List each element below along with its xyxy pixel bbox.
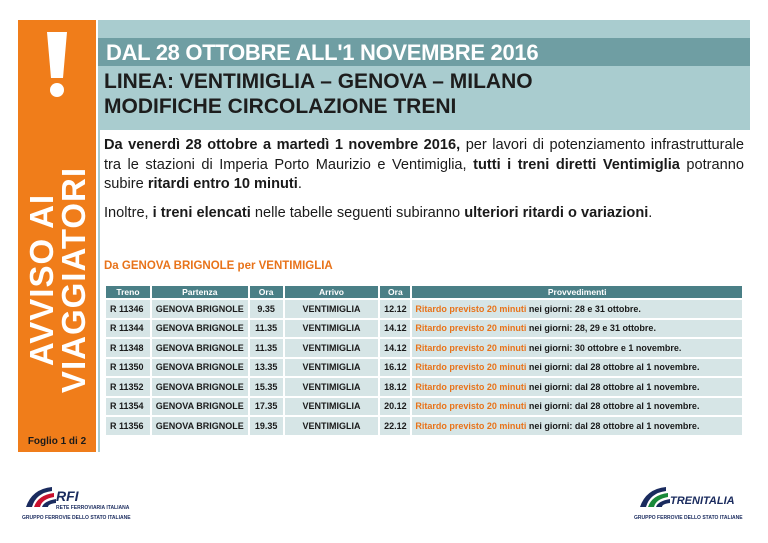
rfi-logo (22, 485, 162, 525)
table-row (105, 416, 743, 436)
table-header-row (105, 285, 743, 299)
cell-departure-time: 15.35 (249, 377, 284, 397)
intro-text-3: . (297, 176, 302, 192)
cell-train: R 11344 (105, 319, 151, 339)
col-header-arrival-time: Ora (379, 285, 411, 299)
additional-text-2: nelle tabelle seguenti subiranno (250, 205, 465, 221)
delay-label: Ritardo previsto 20 minuti (415, 401, 527, 412)
section-direction-label: Da GENOVA BRIGNOLE per VENTIMIGLIA (104, 260, 333, 272)
col-header-measures: Provvedimenti (411, 285, 743, 299)
cell-departure: GENOVA BRIGNOLE (151, 377, 249, 397)
intro-text-2: potranno subire (104, 156, 744, 192)
delay-days: nei giorni: 28, 29 e 31 ottobre. (528, 323, 656, 334)
trenitalia-name: TRENITALIA (670, 495, 735, 507)
cell-measures (411, 358, 743, 378)
delay-label: Ritardo previsto 20 minuti (415, 342, 527, 353)
cell-departure: GENOVA BRIGNOLE (151, 319, 249, 339)
vertical-title-line2: VIAGGIATORI (55, 166, 93, 394)
table-row (105, 299, 743, 319)
delay-days: nei giorni: 30 ottobre e 1 novembre. (528, 342, 682, 353)
cell-arrival-time: 14.12 (379, 338, 411, 358)
cell-train: R 11346 (105, 299, 151, 319)
cell-departure-time: 13.35 (249, 358, 284, 378)
cell-measures (411, 319, 743, 339)
cell-measures (411, 416, 743, 436)
delay-days: nei giorni: dal 28 ottobre al 1 novembre. (528, 362, 700, 373)
cell-train: R 11348 (105, 338, 151, 358)
cell-departure-time: 17.35 (249, 397, 284, 417)
cell-arrival-time: 22.12 (379, 416, 411, 436)
cell-arrival-time: 12.12 (379, 299, 411, 319)
delay-days: nei giorni: 28 e 31 ottobre. (528, 303, 641, 314)
cell-train: R 11356 (105, 416, 151, 436)
col-header-departure: Partenza (151, 285, 249, 299)
intro-affected-trains: tutti i treni diretti Ventimiglia (473, 156, 680, 173)
subtitle-heading: MODIFICHE CIRCOLAZIONE TRENI (104, 95, 457, 118)
additional-text-3: . (648, 205, 653, 221)
vertical-notice-title (23, 120, 93, 440)
cell-departure-time: 11.35 (249, 319, 284, 339)
cell-arrival-time: 14.12 (379, 319, 411, 339)
rfi-subtitle: RETE FERROVIARIA ITALIANA (56, 505, 130, 511)
page-indicator: Foglio 1 di 2 (18, 430, 96, 452)
intro-text-1: per lavori di potenziamento infrastrutturale tra le stazioni di Imperia Porto Maurizio e Ventimiglia, (104, 137, 744, 173)
fs-rail-mark-icon (636, 485, 672, 511)
cell-departure: GENOVA BRIGNOLE (151, 299, 249, 319)
table-row (105, 319, 743, 339)
cell-departure-time: 11.35 (249, 338, 284, 358)
delay-label: Ritardo previsto 20 minuti (415, 420, 527, 431)
intro-delay: ritardi entro 10 minuti (147, 176, 298, 192)
line-heading: LINEA: VENTIMIGLIA – GENOVA – MILANO (104, 70, 533, 93)
rfi-name: RFI (56, 488, 79, 504)
fs-rail-mark-icon (22, 485, 58, 511)
intro-dates: Da venerdì 28 ottobre a martedì 1 novembre 2016, (104, 137, 461, 153)
additional-text-1: Inoltre, (104, 205, 153, 221)
delay-label: Ritardo previsto 20 minuti (415, 381, 527, 392)
rfi-group: GRUPPO FERROVIE DELLO STATO ITALIANE (22, 515, 131, 521)
cell-arrival: VENTIMIGLIA (284, 319, 380, 339)
col-header-train: Treno (105, 285, 151, 299)
col-header-departure-time: Ora (249, 285, 284, 299)
table-row (105, 358, 743, 378)
cell-departure: GENOVA BRIGNOLE (151, 338, 249, 358)
cell-arrival-time: 18.12 (379, 377, 411, 397)
table-row (105, 397, 743, 417)
col-header-arrival: Arrivo (284, 285, 380, 299)
cell-arrival-time: 16.12 (379, 358, 411, 378)
cell-departure: GENOVA BRIGNOLE (151, 416, 249, 436)
cell-departure: GENOVA BRIGNOLE (151, 397, 249, 417)
table-row (105, 338, 743, 358)
cell-arrival: VENTIMIGLIA (284, 397, 380, 417)
additional-delays: ulteriori ritardi o variazioni (464, 205, 649, 221)
cell-measures (411, 397, 743, 417)
delay-days: nei giorni: dal 28 ottobre al 1 novembre. (528, 381, 700, 392)
cell-arrival: VENTIMIGLIA (284, 299, 380, 319)
cell-arrival-time: 20.12 (379, 397, 411, 417)
warning-exclamation-icon (30, 26, 84, 104)
vertical-title-line1: AVVISO AI (23, 193, 61, 367)
table-row (105, 377, 743, 397)
delay-label: Ritardo previsto 20 minuti (415, 362, 527, 373)
cell-arrival: VENTIMIGLIA (284, 338, 380, 358)
cell-train: R 11352 (105, 377, 151, 397)
trenitalia-logo (634, 485, 754, 525)
cell-measures (411, 338, 743, 358)
cell-train: R 11350 (105, 358, 151, 378)
paragraph-intro (104, 136, 744, 195)
delay-days: nei giorni: dal 28 ottobre al 1 novembre. (528, 420, 700, 431)
cell-arrival: VENTIMIGLIA (284, 358, 380, 378)
cell-departure: GENOVA BRIGNOLE (151, 358, 249, 378)
cell-measures (411, 377, 743, 397)
cell-train: R 11354 (105, 397, 151, 417)
delay-label: Ritardo previsto 20 minuti (415, 303, 527, 314)
cell-arrival: VENTIMIGLIA (284, 416, 380, 436)
cell-departure-time: 9.35 (249, 299, 284, 319)
notice-panel (98, 20, 750, 452)
cell-departure-time: 19.35 (249, 416, 284, 436)
cell-arrival: VENTIMIGLIA (284, 377, 380, 397)
train-table (104, 284, 744, 437)
additional-listed-trains: i treni elencati (152, 205, 251, 221)
delay-days: nei giorni: dal 28 ottobre al 1 novembre. (528, 401, 700, 412)
date-range-heading: DAL 28 OTTOBRE ALL'1 NOVEMBRE 2016 (106, 40, 539, 65)
trenitalia-group: GRUPPO FERROVIE DELLO STATO ITALIANE (634, 515, 743, 521)
cell-measures (411, 299, 743, 319)
delay-label: Ritardo previsto 20 minuti (415, 323, 527, 334)
notice-sidebar (18, 20, 96, 452)
paragraph-additional (104, 204, 744, 224)
